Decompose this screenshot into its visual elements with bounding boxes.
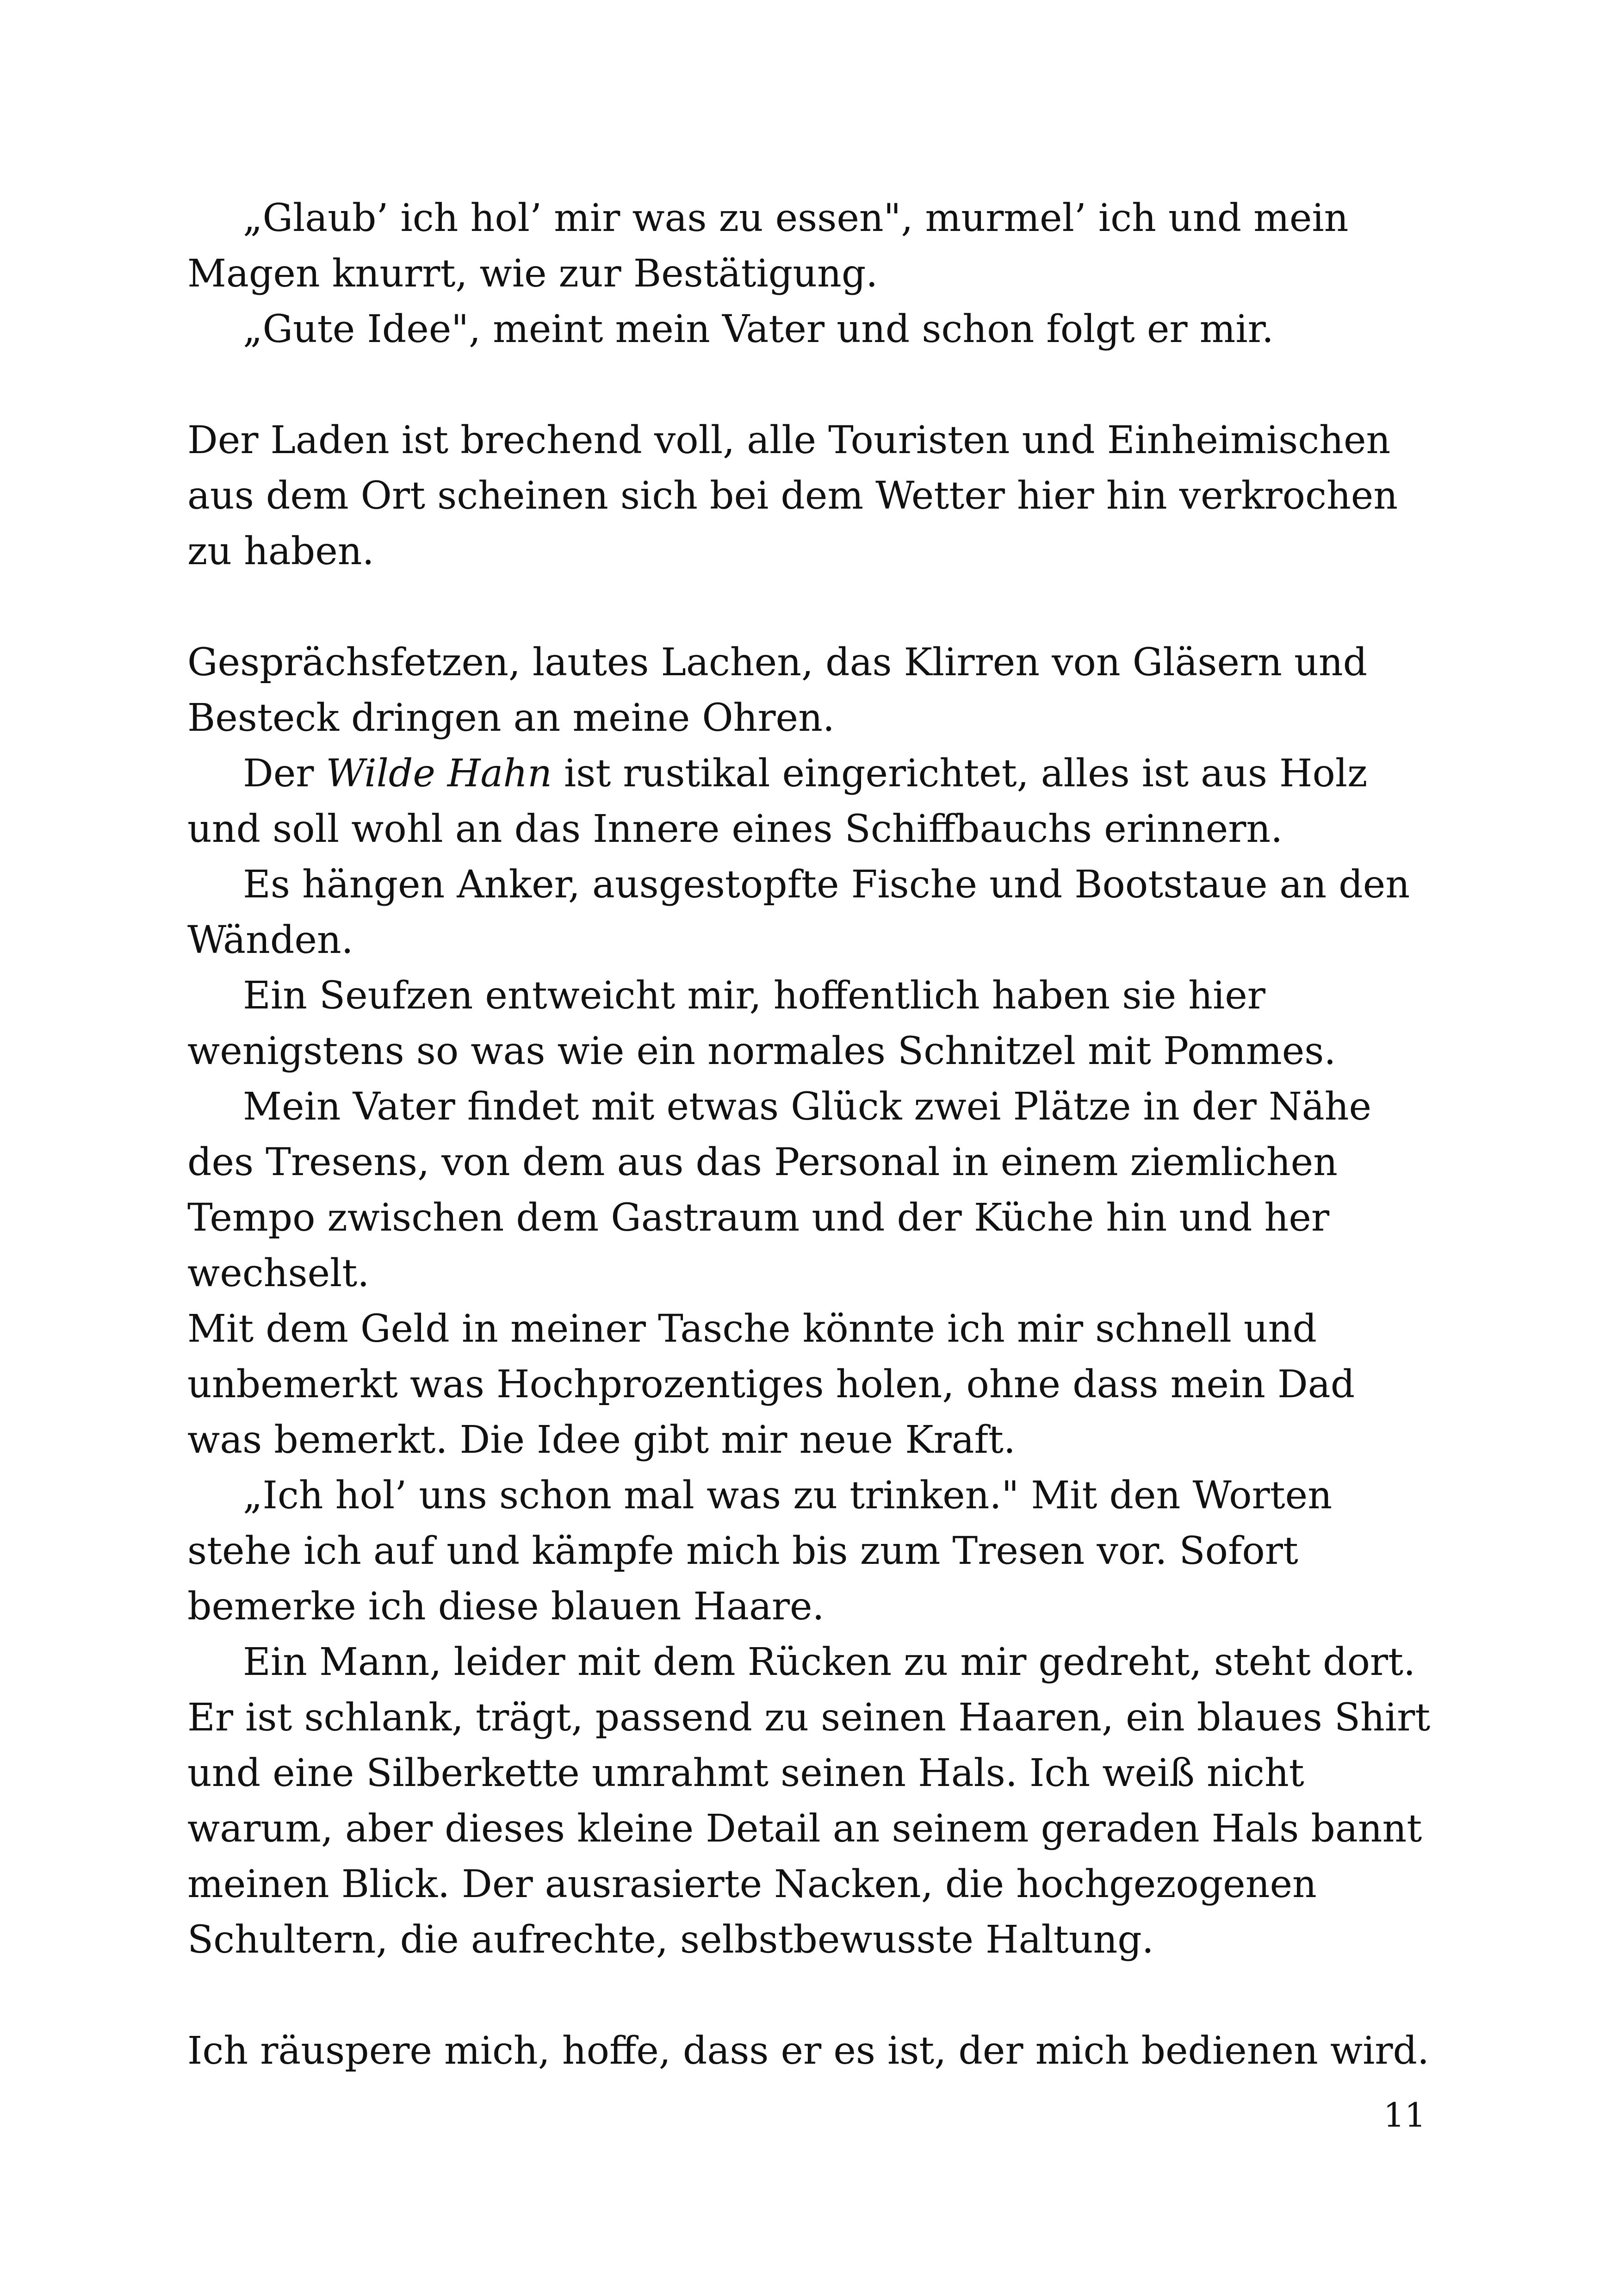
page-number: 11 — [1383, 2096, 1426, 2134]
body-text — [187, 191, 1441, 2079]
paragraph: „Ich hol’ uns schon mal was zu trinken." Mit den Worten stehe ich auf und kämpfe mich bis zum Tresen vor. Sofort bemerke ich diese blauen Haare. — [187, 1474, 1333, 1629]
paragraph: Ein Seufzen entweicht mir, hoffentlich haben sie hier wenigstens so was wie ein normales Schnitzel mit Pommes. — [187, 974, 1336, 1073]
paragraph: Der Laden ist brechend voll, alle Touristen und Einheimischen aus dem Ort scheinen sich bei dem Wetter hier hin verkrochen zu haben. — [187, 418, 1398, 573]
paragraph: Mit dem Geld in meiner Tasche könnte ich mir schnell und unbemerkt was Hochprozentiges holen, ohne dass mein Dad was bemerkt. Die Idee gibt mir neue Kraft. — [187, 1307, 1355, 1462]
paragraph: „Gute Idee", meint mein Vater und schon folgt er mir. — [243, 307, 1274, 351]
paragraph: „Glaub’ ich hol’ mir was zu essen", murmel’ ich und mein Magen knurrt, wie zur Bestätigung. — [187, 196, 1349, 296]
paragraph: Gesprächsfetzen, lautes Lachen, das Klirren von Gläsern und Besteck dringen an meine Ohren. — [187, 641, 1368, 740]
paragraph: Ein Mann, leider mit dem Rücken zu mir gedreht, steht dort. Er ist schlank, trägt, passend zu seinen Haaren, ein blaues Shirt und eine Silberkette umrahmt seinen Hals. Ich weiß nicht warum, aber dieses kleine Detail an seinem geraden Hals bannt meinen Blick. Der ausrasierte Nacken, die hochgezogenen Schultern, die aufrechte, selbstbewusste Haltung. — [187, 1640, 1431, 1962]
paragraph: Ich räuspere mich, hoffe, dass er es ist, der mich bedienen wird. — [187, 2029, 1430, 2073]
paragraph-text: Der — [243, 752, 326, 796]
paragraph-text: ist rustikal eingerichtet, alles ist aus Holz und soll wohl an das Innere eines Schiffbauchs erinnern. — [187, 752, 1368, 851]
paragraph: Es hängen Anker, ausgestopfte Fische und Bootstaue an den Wänden. — [187, 863, 1410, 962]
paragraph: Mein Vater findet mit etwas Glück zwei Plätze in der Nähe des Tresens, von dem aus das Personal in einem ziemlichen Tempo zwischen dem Gastraum und der Küche hin und her wechselt. — [187, 1085, 1371, 1295]
restaurant-name: Wilde Hahn — [326, 752, 552, 796]
paragraph — [187, 746, 1441, 857]
